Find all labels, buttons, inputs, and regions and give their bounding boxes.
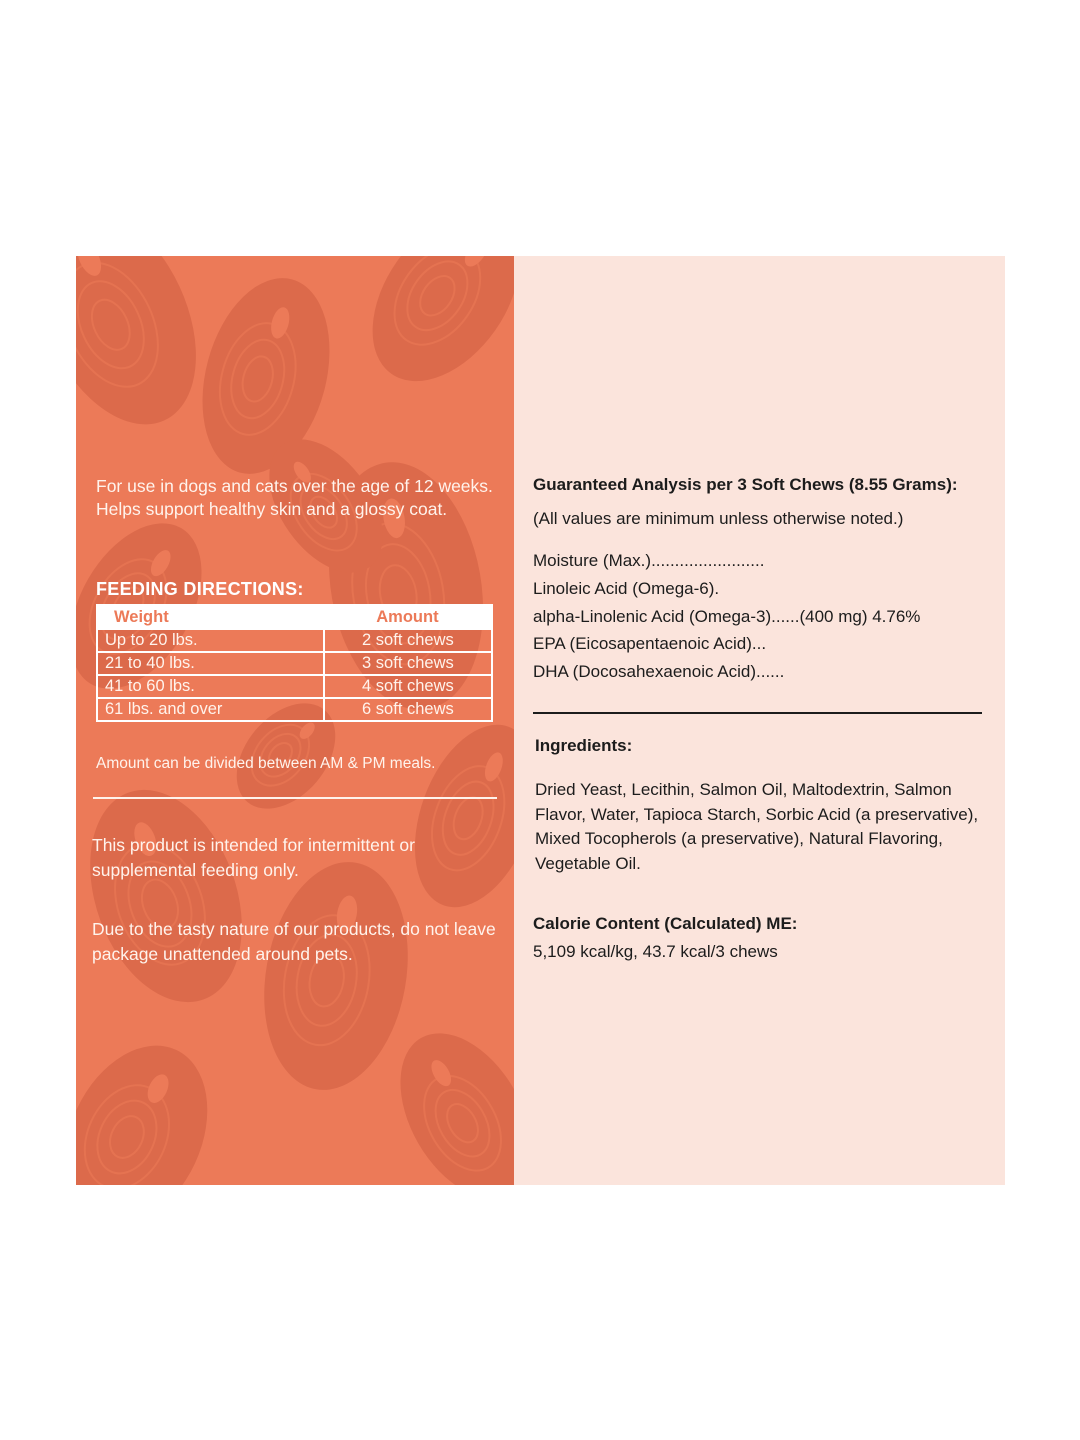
calorie-content-value: 5,109 kcal/kg, 43.7 kcal/3 chews [533, 942, 778, 961]
amount-cell: 6 soft chews [324, 698, 492, 721]
amount-column-header: Amount [324, 605, 492, 629]
divider [93, 797, 497, 799]
table-row [97, 675, 492, 698]
analysis-row: DHA (Docosahexaenoic Acid)...... [533, 662, 785, 681]
feeding-table [96, 604, 493, 722]
package-warning-note: Due to the tasty nature of our products, do not leave package unattended around pets. [92, 919, 496, 964]
weight-column-header: Weight [97, 605, 324, 629]
amount-cell: 2 soft chews [324, 629, 492, 652]
feeding-table-header-row [97, 605, 492, 629]
analysis-row: Linoleic Acid (Omega-6). [533, 579, 720, 598]
guaranteed-analysis-title: Guaranteed Analysis per 3 Soft Chews (8.55 Grams): [533, 475, 958, 494]
weight-cell: 61 lbs. and over [97, 698, 324, 721]
weight-cell: 21 to 40 lbs. [97, 652, 324, 675]
ingredients-title: Ingredients: [535, 736, 633, 755]
analysis-row: Moisture (Max.)........................ [533, 551, 765, 570]
analysis-row: alpha-Linolenic Acid (Omega-3)......(400 mg) 4.76% [533, 607, 921, 626]
intermittent-feeding-note: This product is intended for intermittent or supplemental feeding only. [92, 835, 415, 880]
guaranteed-analysis-note: (All values are minimum unless otherwise noted.) [533, 509, 904, 528]
analysis-row: EPA (Eicosapentaenoic Acid)... [533, 634, 767, 653]
amount-cell: 3 soft chews [324, 652, 492, 675]
feeding-info-panel [76, 256, 514, 1185]
nutrition-info-panel [514, 256, 1005, 1185]
divider [533, 712, 982, 714]
table-row [97, 629, 492, 652]
table-row [97, 698, 492, 721]
feeding-directions-heading: FEEDING DIRECTIONS: [96, 579, 304, 599]
table-row [97, 652, 492, 675]
product-info-panel [76, 256, 1005, 1185]
calorie-content-title: Calorie Content (Calculated) ME: [533, 914, 798, 933]
meal-division-note: Amount can be divided between AM & PM meals. [96, 755, 436, 772]
intro-text: For use in dogs and cats over the age of 12 weeks. Helps support healthy skin and a glossy coat. [96, 476, 493, 519]
weight-cell: Up to 20 lbs. [97, 629, 324, 652]
amount-cell: 4 soft chews [324, 675, 492, 698]
weight-cell: 41 to 60 lbs. [97, 675, 324, 698]
ingredients-text: Dried Yeast, Lecithin, Salmon Oil, Maltodextrin, Salmon Flavor, Water, Tapioca Starch, Sorbic Acid (a preservative), Mixed Tocopherols (a preservative), Natural Flavoring, Vegetable Oil. [535, 780, 979, 873]
